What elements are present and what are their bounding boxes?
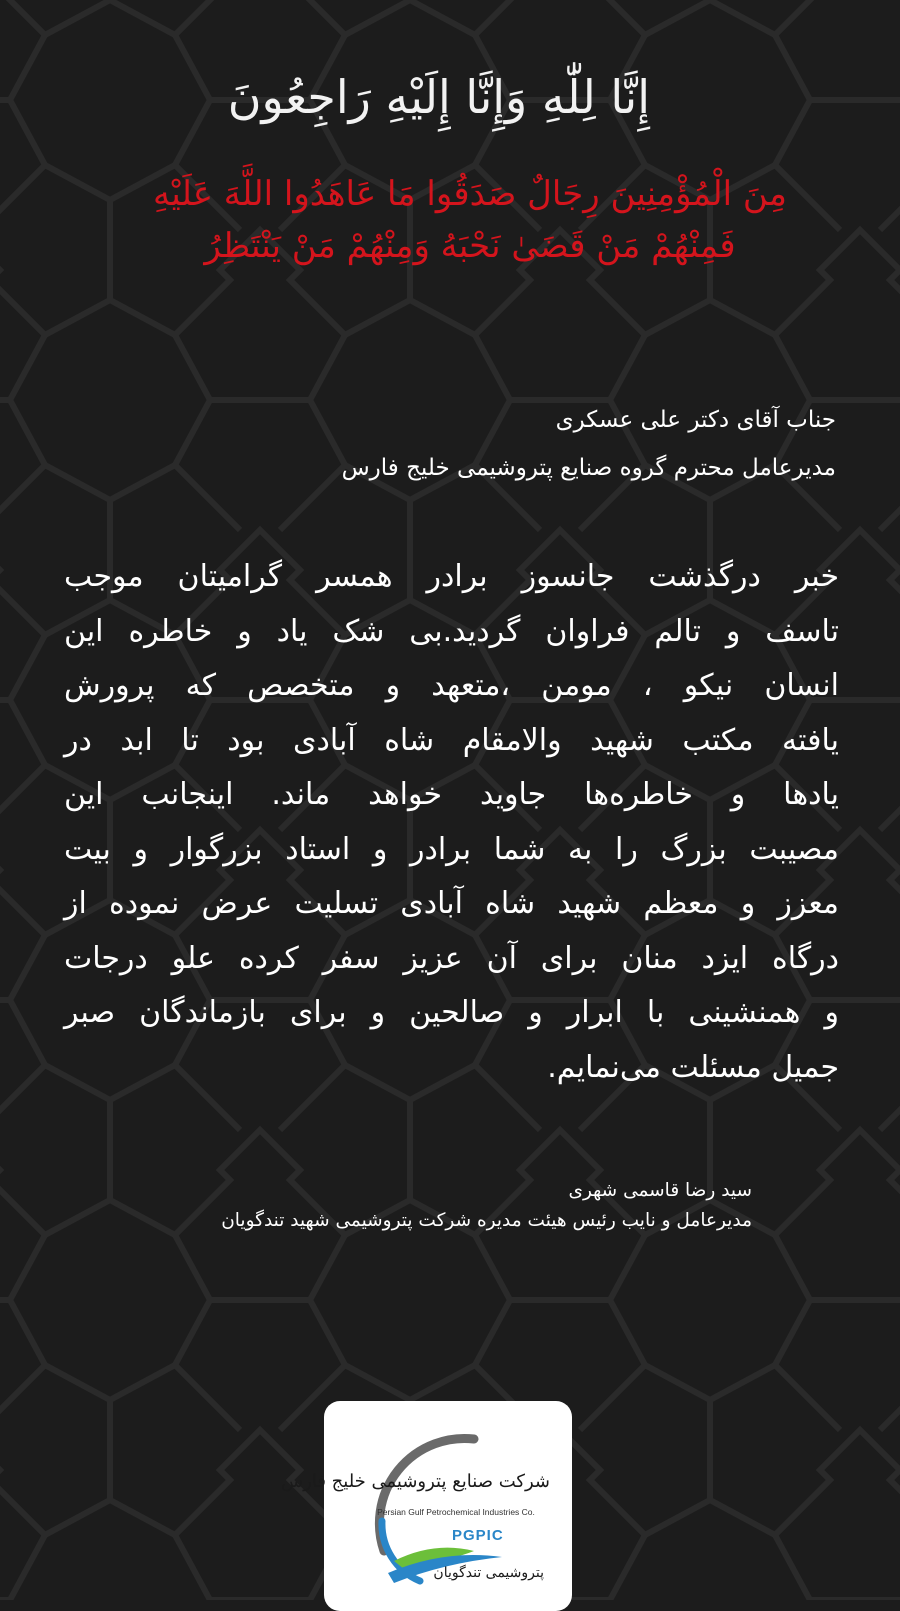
message-line: انسان نیکو ، مومن ،متعهد و متخصص که پرورش <box>64 668 839 703</box>
message-line: درگاه ایزد منان برای آن عزیز سفر کرده علو درجات <box>64 940 839 976</box>
calligraphy-heading: إِنَّا لِلّٰهِ وَإِنَّا إِلَيْهِ رَاجِعُونَ <box>227 70 650 124</box>
logo-company-fa: شرکت صنایع پتروشیمی خلیج فارس <box>281 1471 550 1492</box>
message-line: معزز و معظم شهید شاه آبادی تسلیت عرض نموده از <box>64 886 839 921</box>
addressee-name: جناب آقای دکتر علی عسکری <box>555 407 836 433</box>
signer-name: سید رضا قاسمی شهری <box>568 1180 752 1201</box>
addressee-block <box>136 396 836 492</box>
company-logo-card <box>281 1401 572 1611</box>
message-line: مصیبت بزرگ را به شما برادر و استاد بزرگوار و بیت <box>64 831 839 867</box>
logo-company-en: Persian Gulf Petrochemical Industries Co. <box>377 1507 535 1517</box>
message-line: و همنشینی با ابرار و صالحین و برای بازماندگان صبر <box>64 995 839 1030</box>
quran-verse <box>120 168 820 272</box>
message-line: جمیل مسئلت می‌نمایم. <box>547 1049 839 1085</box>
message-line: خبر درگذشت جانسوز برادر همسر گرامیتان موجب <box>64 559 839 594</box>
addressee-title: مدیرعامل محترم گروه صنایع پتروشیمی خلیج فارس <box>341 455 836 481</box>
signature-block <box>0 1176 752 1236</box>
logo-abbreviation: PGPIC <box>452 1527 504 1544</box>
condolence-message <box>64 550 839 1095</box>
message-line: یادها و خاطره‌ها جاوید خواهد ماند. اینجانب این <box>64 777 839 812</box>
message-line: تاسف و تالم فراوان گردید.بی شک یاد و خاطره این <box>64 613 839 649</box>
message-line: یافته مکتب شهید والامقام شاه آبادی بود تا ابد در <box>64 722 839 758</box>
verse-line: مِنَ الْمُؤْمِنِينَ رِجَالٌ صَدَقُوا مَا عَاهَدُوا اللَّهَ عَلَيْهِ <box>152 174 788 214</box>
logo-subsidiary-fa: پتروشیمی تندگویان <box>433 1565 544 1581</box>
verse-line: فَمِنْهُمْ مَنْ قَضَىٰ نَحْبَهُ وَمِنْهُمْ مَنْ يَنْتَظِرُ <box>204 226 736 266</box>
signer-title: مدیرعامل و نایب رئیس هیئت مدیره شرکت پتروشیمی شهید تندگویان <box>221 1210 752 1231</box>
